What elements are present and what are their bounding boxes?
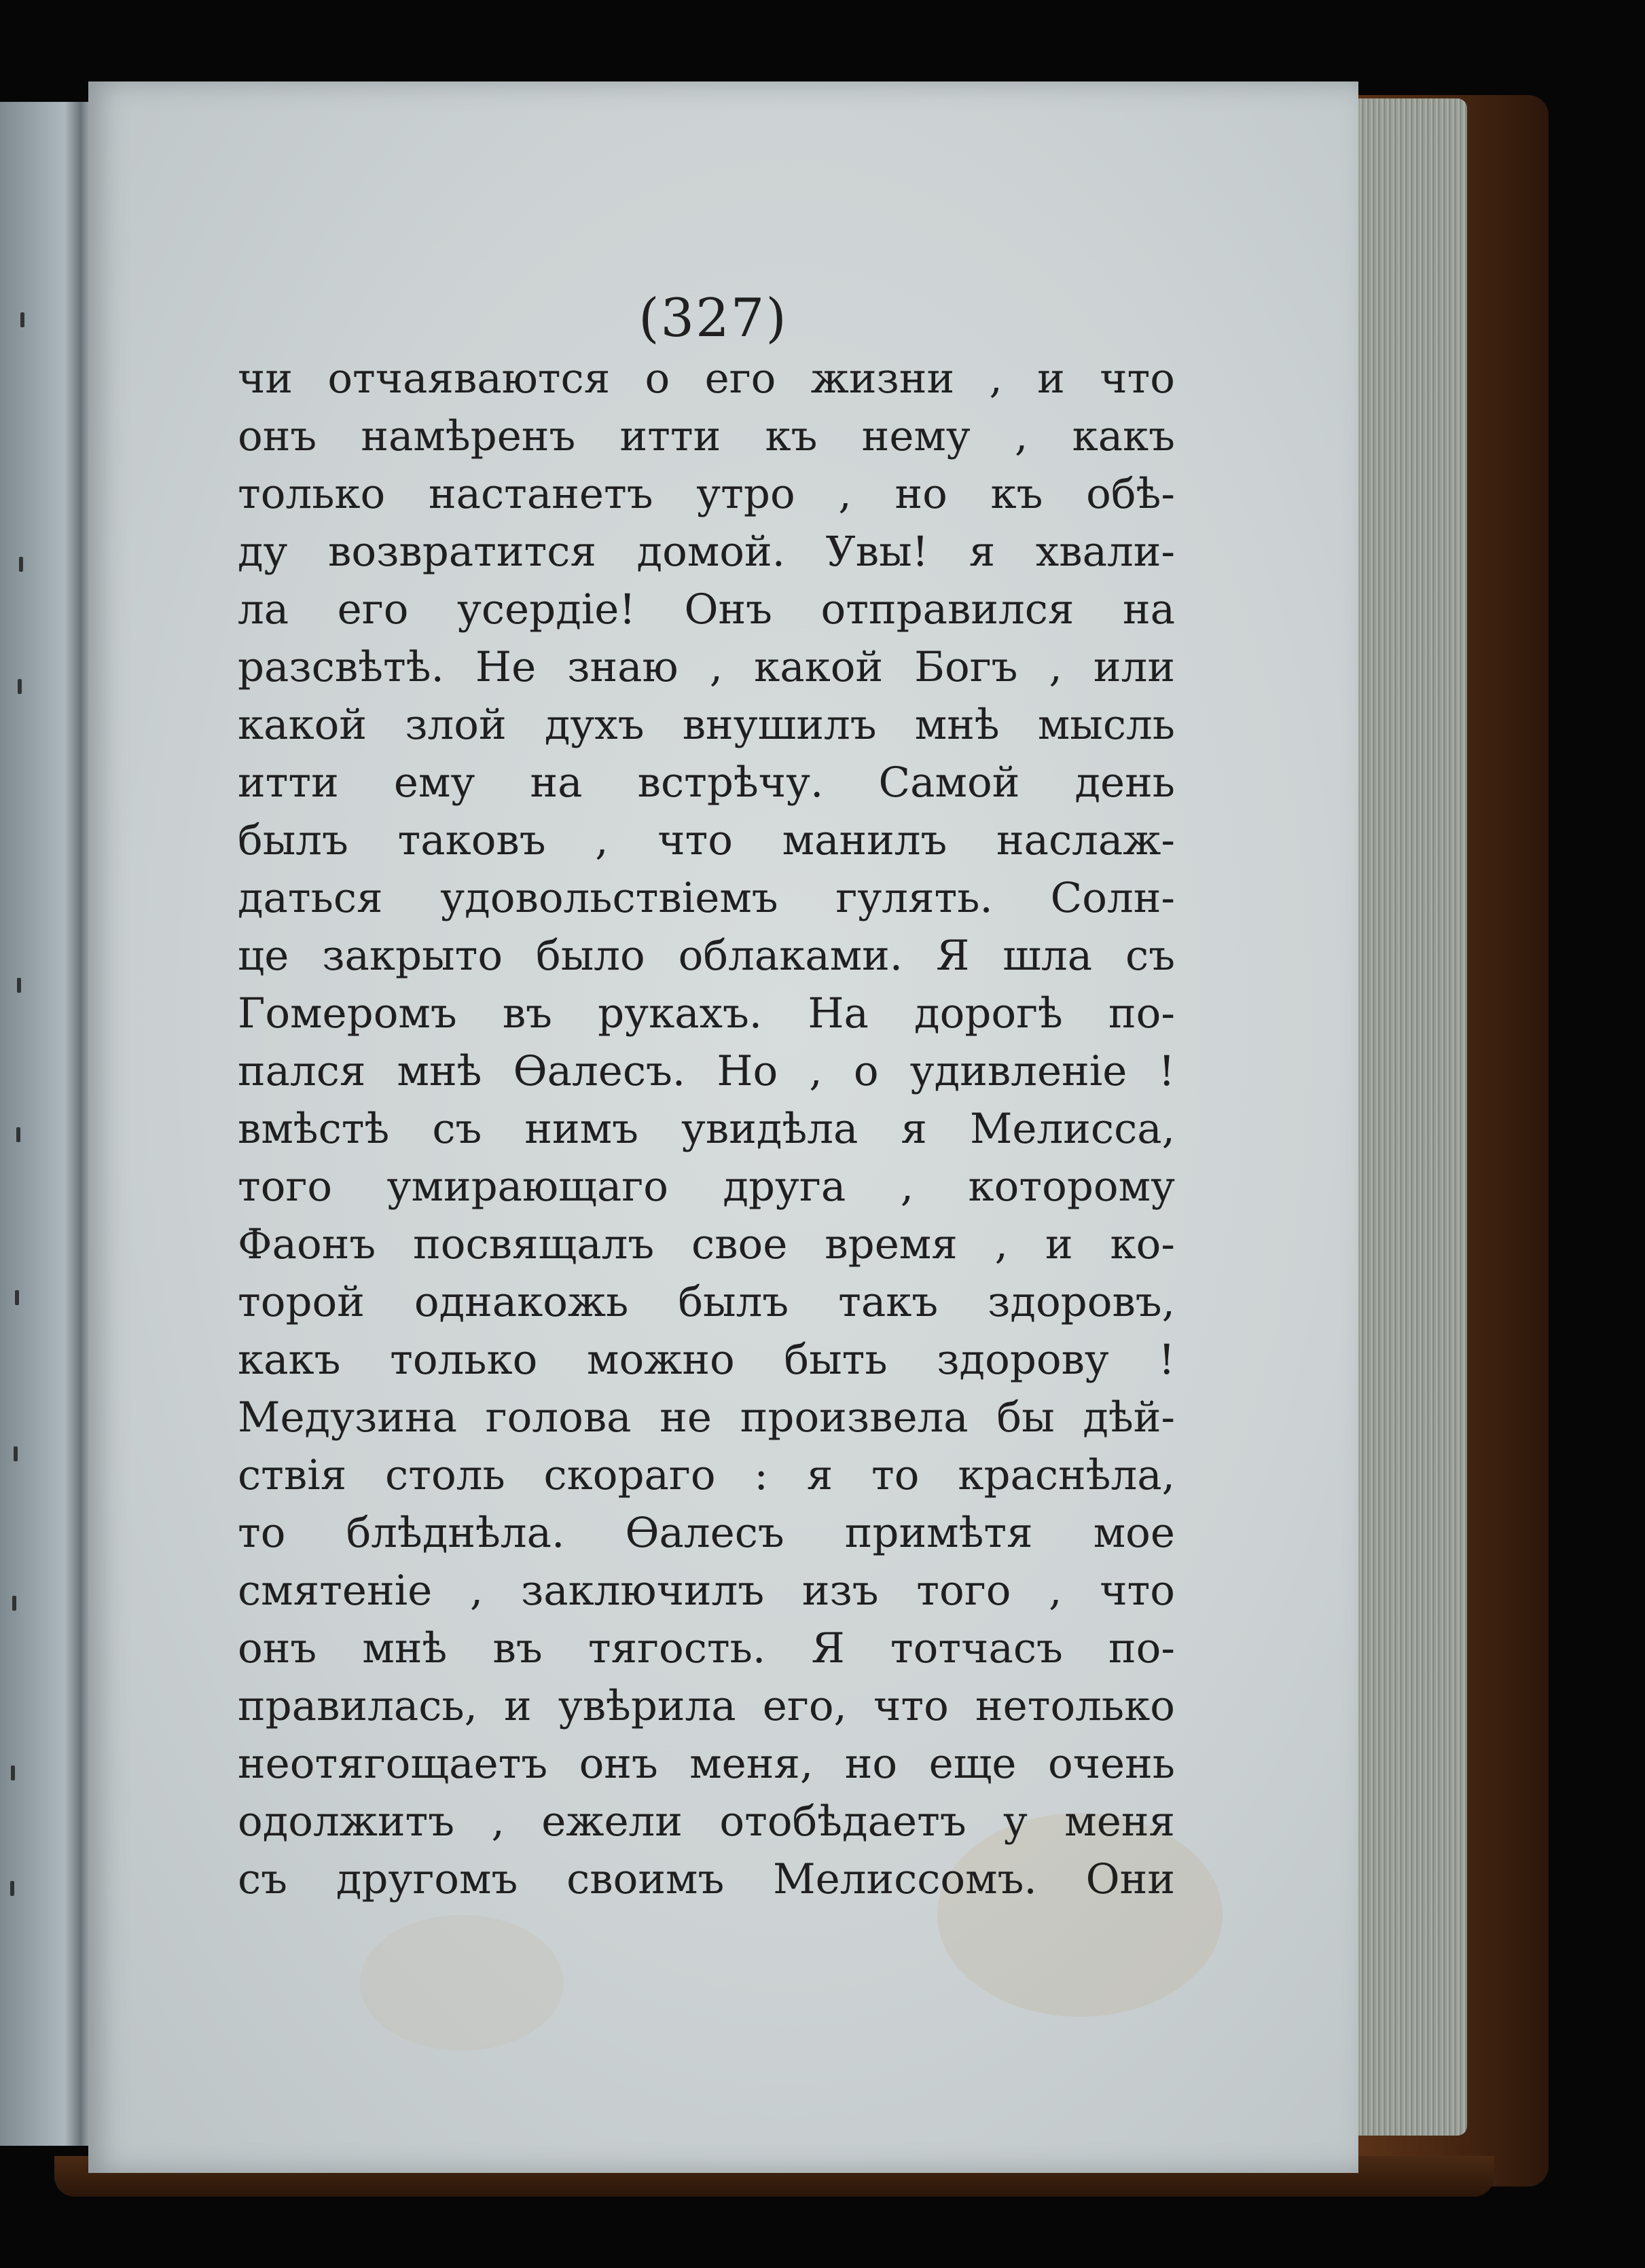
text-line: былъ таковъ , что манилъ наслаж-	[238, 816, 1175, 864]
text-line: онъ намѣренъ итти къ нему , какъ	[238, 412, 1175, 460]
facing-page-glyph	[16, 1127, 20, 1142]
text-line: чи отчаяваются о его жизни , и что	[238, 354, 1175, 403]
text-line: вмѣстѣ съ нимъ увидѣла я Мелисса,	[238, 1105, 1175, 1153]
text-line: Гомеромъ въ рукахъ. На дорогѣ по-	[238, 989, 1175, 1038]
text-line: правилась, и увѣрила его, что нетолько	[238, 1682, 1175, 1730]
facing-page-glyph	[14, 1446, 18, 1461]
text-line: съ другомъ своимъ Мелиссомъ. Они	[238, 1855, 1175, 1903]
text-line: какъ только можно быть здорову !	[238, 1336, 1175, 1384]
text-line: неотягощаетъ онъ меня, но еще очень	[238, 1740, 1175, 1788]
text-line: Медузина голова не произвела бы дѣй-	[238, 1393, 1175, 1442]
text-line: того умирающаго друга , которому	[238, 1163, 1175, 1211]
text-line: це закрыто было облаками. Я шла съ	[238, 932, 1175, 980]
text-line: итти ему на встрѣчу. Самой день	[238, 758, 1175, 807]
facing-page-glyph	[11, 1766, 15, 1780]
facing-page-glyph	[20, 312, 24, 327]
text-line: только настанетъ утро , но къ обѣ-	[238, 470, 1175, 518]
facing-page-glyph	[10, 1881, 14, 1896]
facing-page-glyph	[17, 978, 21, 993]
text-line: ствія столь скораго : я то краснѣла,	[238, 1451, 1175, 1499]
text-line: ла его усердіе! Онъ отправился на	[238, 585, 1175, 634]
text-line: онъ мнѣ въ тягость. Я тотчасъ по-	[238, 1624, 1175, 1672]
book-page	[88, 81, 1358, 2173]
text-line: одолжитъ , ежели отобѣдаетъ у меня	[238, 1797, 1175, 1846]
text-line: смятеніе , заключилъ изъ того , что	[238, 1567, 1175, 1615]
text-line: разсвѣтѣ. Не знаю , какой Богъ , или	[238, 643, 1175, 691]
facing-page-glyph	[19, 557, 23, 572]
text-line: то блѣднѣла. Ѳалесъ примѣтя мое	[238, 1509, 1175, 1557]
page-number: (327)	[638, 288, 788, 349]
text-line: пался мнѣ Ѳалесъ. Но , о удивленіе !	[238, 1047, 1175, 1095]
text-line: торой однакожь былъ такъ здоровъ,	[238, 1278, 1175, 1326]
text-line: какой злой духъ внушилъ мнѣ мысль	[238, 701, 1175, 749]
page-block-fore-edge	[1348, 98, 1467, 2136]
text-line: Фаонъ посвящалъ свое время , и ко-	[238, 1220, 1175, 1268]
gutter-shadow	[65, 102, 92, 2146]
text-line: ду возвратится домой. Увы! я хвали-	[238, 528, 1175, 576]
body-text	[238, 350, 1175, 1908]
facing-page-glyph	[18, 679, 22, 694]
paper-stain	[360, 1915, 564, 2051]
facing-page-glyph	[15, 1290, 19, 1305]
text-line: даться удовольствіемъ гулять. Солн-	[238, 874, 1175, 922]
facing-page-glyph	[12, 1596, 16, 1611]
